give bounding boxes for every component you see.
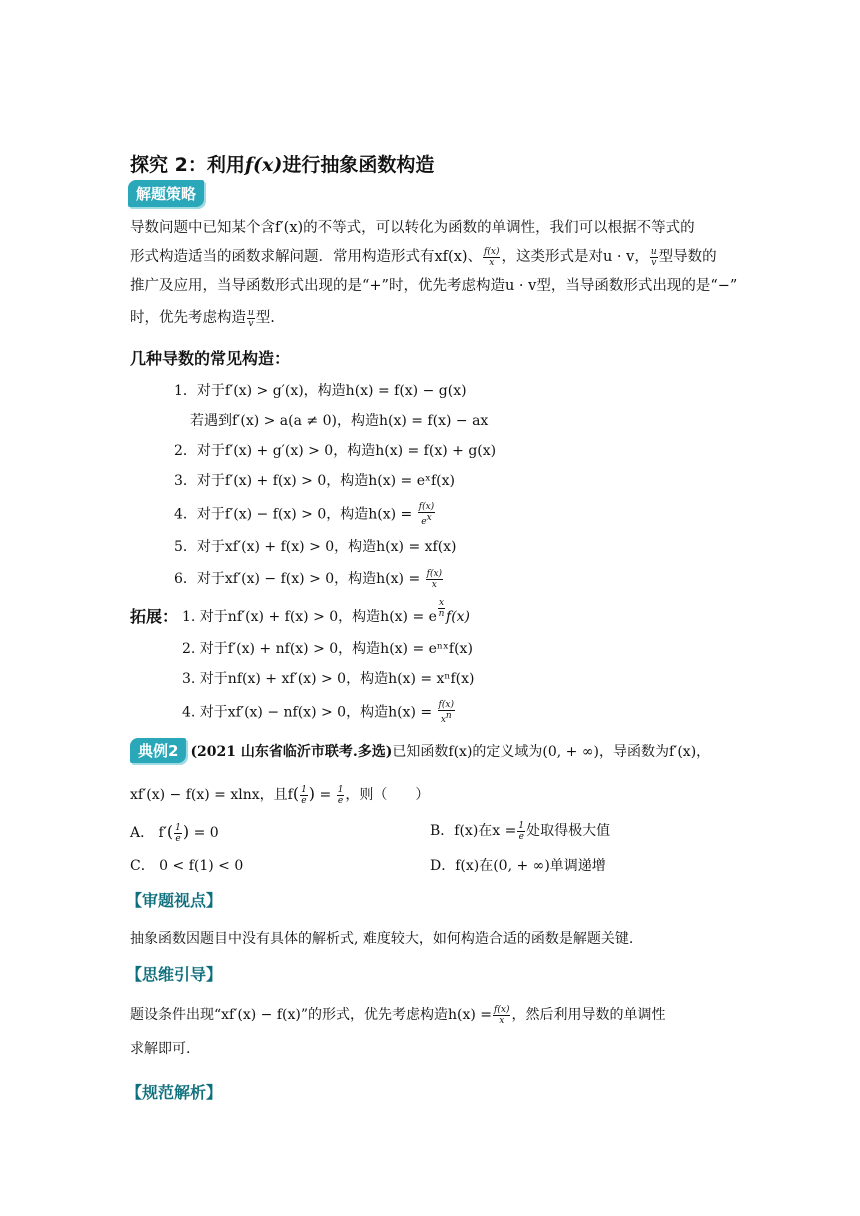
example-stem-2b: ，则（ ） xyxy=(345,787,430,803)
strategy-badge xyxy=(128,180,204,207)
heading-guide: 【思维引导】 xyxy=(126,965,223,984)
option-b-label: B．f(x)在x = xyxy=(430,823,517,839)
common-item-1: 1．对于f′(x) > g′(x)，构造h(x) = f(x) − g(x) xyxy=(174,383,467,399)
strategy-line-2b: ，这类形式是对u · v， xyxy=(501,249,649,265)
common-item-5: 5．对于xf′(x) + f(x) > 0，构造h(x) = xf(x) xyxy=(174,539,457,555)
strategy-line-4 xyxy=(130,304,275,333)
option-d[interactable]: D．f(x)在(0, + ∞)单调递增 xyxy=(430,858,606,874)
option-a-label: A． f′ xyxy=(130,825,167,841)
title-suffix: 进行抽象函数构造 xyxy=(282,154,435,176)
example-stem-2a: xf′(x) − f(x) = xlnx，且f xyxy=(130,787,293,803)
frac-fx-over-ex: $\frac{f(x)}{e^x}$ xyxy=(418,502,435,527)
option-a-tail: = 0 xyxy=(193,825,219,841)
extend-heading: 拓展： xyxy=(130,607,179,626)
guide-line-1a: 题设条件出现“xf′(x) − f(x)”的形式，优先考虑构造h(x) = xyxy=(130,1007,493,1023)
strategy-line-2 xyxy=(130,243,717,272)
frac-1-over-e-c: $\frac{1}{e}$ xyxy=(175,822,181,844)
example-stem-line-1 xyxy=(130,738,710,763)
option-c[interactable]: C． 0 < f(1) < 0 xyxy=(130,858,244,874)
guide-line-1b: ，然后利用导数的单调性 xyxy=(511,1007,666,1023)
common-item-2: 2．对于f′(x) + g′(x) > 0，构造h(x) = f(x) + g(x) xyxy=(174,443,497,459)
frac-1-over-e: $\frac{1}{e}$ xyxy=(301,784,307,806)
frac-u-over-v-2: $\frac{u}{v}$ xyxy=(248,307,254,329)
heading-viewpoint: 【审题视点】 xyxy=(126,891,223,910)
extend-item-1-text: 1. 对于nf′(x) + f(x) > 0，构造h(x) = e xyxy=(182,609,437,625)
frac-fx-over-x: $\frac{f(x)}{x}$ xyxy=(484,246,500,268)
option-b-tail: 处取得极大值 xyxy=(526,823,611,839)
common-item-3: 3．对于f′(x) + f(x) > 0，构造h(x) = eˣf(x) xyxy=(174,473,455,489)
extend-item-4 xyxy=(182,700,456,725)
strategy-line-1: 导数问题中已知某个含f′(x)的不等式，可以转化为函数的单调性，我们可以根据不等式的 xyxy=(130,220,695,236)
example-stem-line-2: xf′(x) − f(x) = xlnx，且f( $\frac{1}{e}$ ) = $\frac{1}{e}$ ，则（ ） xyxy=(130,784,430,806)
option-b[interactable] xyxy=(430,820,610,842)
viewpoint-text: 抽象函数因题目中没有具体的解析式, 难度较大，如何构造合适的函数是解题关键. xyxy=(130,931,634,947)
extend-item-4-text: 4. 对于xf′(x) − nf(x) > 0，构造h(x) = xyxy=(182,704,433,721)
strategy-line-2a: 形式构造适当的函数求解问题．常用构造形式有xf(x)、 xyxy=(130,249,483,265)
title-math: f(x) xyxy=(244,154,283,176)
frac-1-over-e-d: $\frac{1}{e}$ xyxy=(518,820,525,842)
guide-line-2: 求解即可. xyxy=(130,1041,191,1057)
common-item-6-text: 6．对于xf′(x) − f(x) > 0，构造h(x) = xyxy=(174,571,421,587)
extend-item-2: 2. 对于f′(x) + nf(x) > 0，构造h(x) = eⁿˣf(x) xyxy=(182,641,473,657)
example-badge: 典例2 xyxy=(130,738,186,763)
extend-item-1: 1. 对于nf′(x) + f(x) > 0，构造h(x) = e $\frac{x}{n}$ f(x) xyxy=(182,598,471,625)
frac-1-over-e-b: $\frac{1}{e}$ xyxy=(337,784,344,806)
strategy-line-4b: 型. xyxy=(255,310,275,326)
common-item-4 xyxy=(174,502,436,527)
strategy-badge-label: 解题策略 xyxy=(128,180,204,207)
extend-item-3: 3. 对于nf(x) + xf′(x) > 0，构造h(x) = xⁿf(x) xyxy=(182,671,475,687)
frac-u-over-v: $\frac{u}{v}$ xyxy=(650,246,657,268)
strategy-line-3: 推广及应用，当导函数形式出现的是“+”时，优先考虑构造u · v型，当导函数形式出现的是“−” xyxy=(130,278,738,294)
section-title xyxy=(130,150,434,177)
frac-fx-over-xn: $\frac{f(x)}{x^n}$ xyxy=(438,700,454,725)
example-stem-1: 已知函数f(x)的定义域为(0, + ∞)，导函数为f′(x)， xyxy=(392,744,711,760)
frac-x-over-n: $\frac{x}{n}$ xyxy=(438,598,445,619)
title-prefix: 探究 2：利用 xyxy=(130,154,245,176)
strategy-line-4a: 时，优先考虑构造 xyxy=(130,310,246,326)
frac-fx-over-x-3: $\frac{f(x)}{x}$ xyxy=(494,1004,510,1026)
common-item-4-text: 4．对于f′(x) − f(x) > 0，构造h(x) = xyxy=(174,506,413,523)
option-a[interactable]: A． f′( $\frac{1}{e}$ ) = 0 xyxy=(130,822,219,844)
example-source: (2021 山东省临沂市联考.多选) xyxy=(190,744,393,760)
strategy-line-2c: 型导数的 xyxy=(658,249,717,265)
heading-analysis: 【规范解析】 xyxy=(126,1083,223,1102)
frac-fx-over-x-2: $\frac{f(x)}{x}$ xyxy=(426,568,443,590)
guide-line-1 xyxy=(130,1004,665,1026)
common-heading: 几种导数的常见构造： xyxy=(130,349,291,368)
common-item-6 xyxy=(174,568,444,590)
common-item-1b: 若遇到f′(x) > a(a ≠ 0)，构造h(x) = f(x) − ax xyxy=(190,413,489,429)
